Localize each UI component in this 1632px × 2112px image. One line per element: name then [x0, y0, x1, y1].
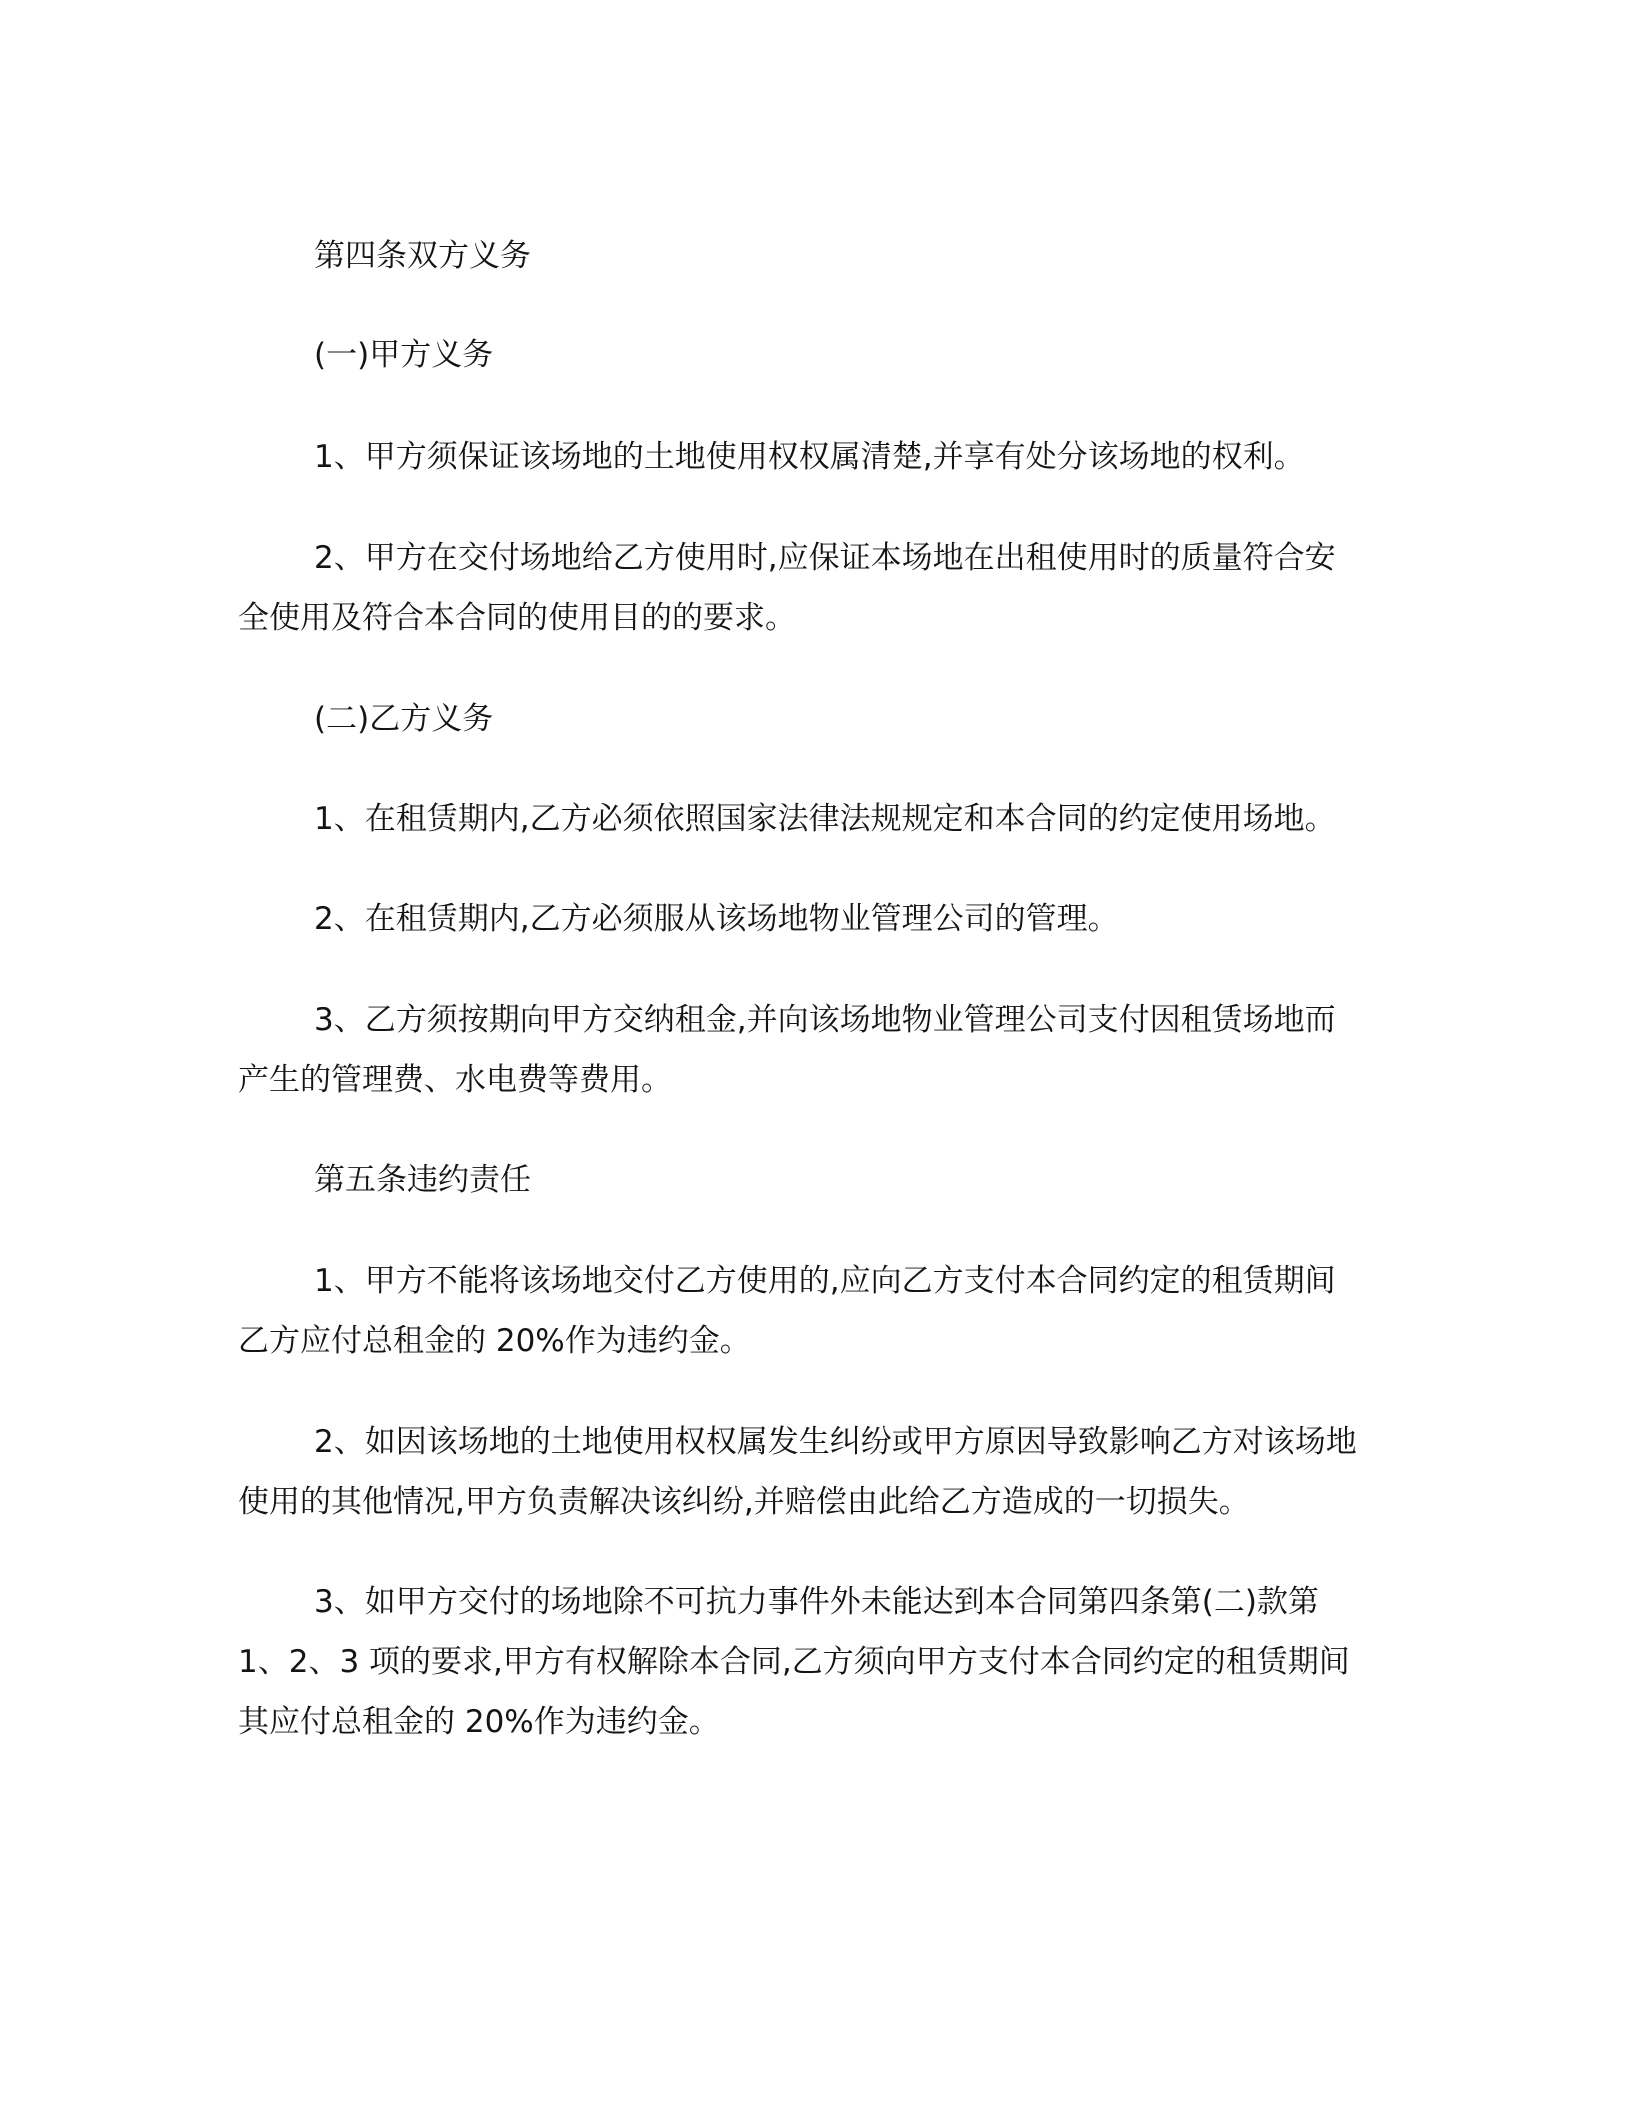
- party-b-duties-heading: (二)乙方义务: [314, 701, 494, 737]
- party-b-duty-2: 2、在租赁期内,乙方必须服从该场地物业管理公司的管理。: [314, 901, 1119, 937]
- party-a-duty-1: 1、甲方须保证该场地的土地使用权权属清楚,并享有处分该场地的权利。: [314, 439, 1305, 475]
- party-a-duty-2-line-1: 2、甲方在交付场地给乙方使用时,应保证本场地在出租使用时的质量符合安: [314, 540, 1336, 576]
- liability-1-line-2: 乙方应付总租金的 20%作为违约金。: [238, 1323, 751, 1359]
- liability-1-line-1: 1、甲方不能将该场地交付乙方使用的,应向乙方支付本合同约定的租赁期间: [314, 1263, 1336, 1299]
- article-4-heading: 第四条双方义务: [314, 238, 531, 274]
- liability-3-line-1: 3、如甲方交付的场地除不可抗力事件外未能达到本合同第四条第(二)款第: [314, 1584, 1319, 1620]
- article-5-heading: 第五条违约责任: [314, 1162, 531, 1198]
- party-b-duty-3-line-1: 3、乙方须按期向甲方交纳租金,并向该场地物业管理公司支付因租赁场地而: [314, 1002, 1336, 1038]
- liability-3-line-3: 其应付总租金的 20%作为违约金。: [238, 1704, 720, 1740]
- party-a-duties-heading: (一)甲方义务: [314, 337, 494, 373]
- liability-2-line-2: 使用的其他情况,甲方负责解决该纠纷,并赔偿由此给乙方造成的一切损失。: [238, 1484, 1250, 1520]
- liability-3-line-2: 1、2、3 项的要求,甲方有权解除本合同,乙方须向甲方支付本合同约定的租赁期间: [238, 1644, 1350, 1680]
- party-b-duty-1: 1、在租赁期内,乙方必须依照国家法律法规规定和本合同的约定使用场地。: [314, 801, 1336, 837]
- party-a-duty-2-line-2: 全使用及符合本合同的使用目的的要求。: [238, 600, 796, 636]
- party-b-duty-3-line-2: 产生的管理费、水电费等费用。: [238, 1062, 672, 1098]
- liability-2-line-1: 2、如因该场地的土地使用权权属发生纠纷或甲方原因导致影响乙方对该场地: [314, 1424, 1357, 1460]
